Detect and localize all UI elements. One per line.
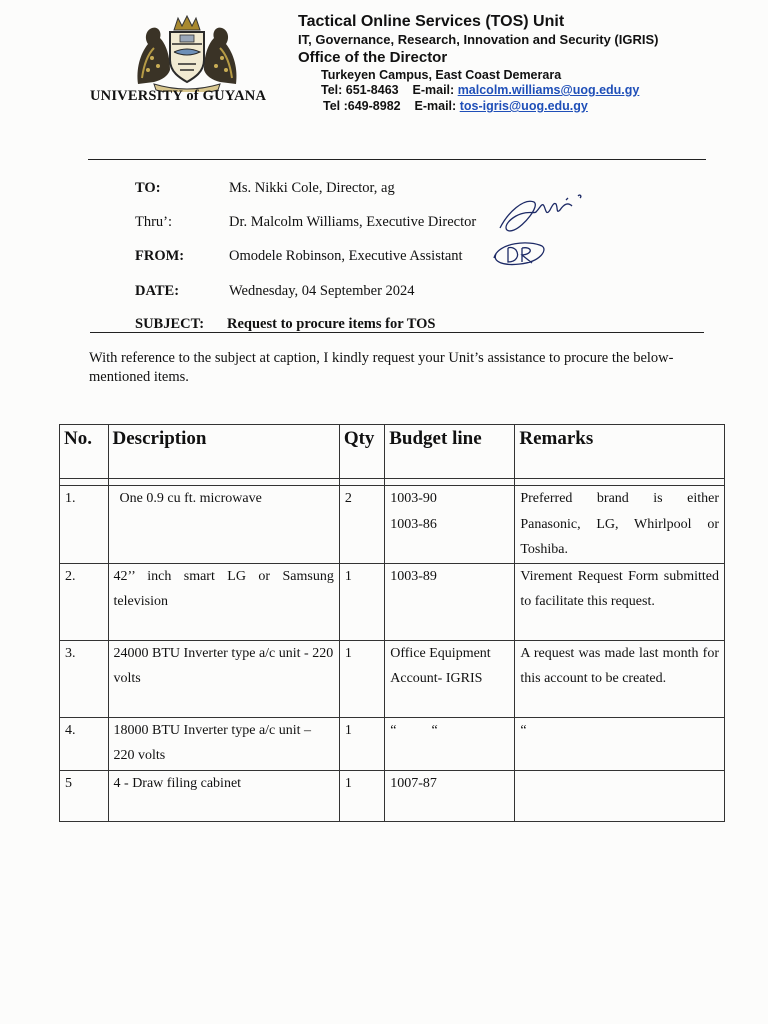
to-label: TO: xyxy=(135,180,161,196)
campus-address: Turkeyen Campus, East Coast Demerara xyxy=(321,68,562,82)
row-budget xyxy=(385,770,515,821)
row-description: One 0.9 cu ft. microwave xyxy=(108,486,339,564)
to-value: Ms. Nikki Cole, Director, ag xyxy=(229,180,395,196)
row-qty: 1 xyxy=(339,770,384,821)
row-remarks: “ xyxy=(515,717,725,770)
division-title: IT, Governance, Research, Innovation and Security (IGRIS) xyxy=(298,32,659,47)
budget-line: Office Equipment Account- IGRIS xyxy=(390,645,491,686)
subject-divider xyxy=(90,332,704,333)
row-no: 5 xyxy=(60,770,109,821)
header-budget-line: Budget line xyxy=(385,425,515,479)
row-qty: 1 xyxy=(339,717,384,770)
row-no: 1. xyxy=(60,486,109,564)
table-row xyxy=(60,640,725,717)
row-description: 18000 BTU Inverter type a/c unit – 220 volts xyxy=(108,717,339,770)
initials-signature xyxy=(490,236,548,275)
email-2-label: E-mail: xyxy=(414,99,457,113)
header-description: Description xyxy=(108,425,339,479)
university-name: UNIVERSITY of GUYANA xyxy=(90,88,267,104)
row-no: 2. xyxy=(60,563,109,640)
table-row xyxy=(60,770,725,821)
table-row xyxy=(60,486,725,564)
table-row xyxy=(60,717,725,770)
header-no: No. xyxy=(60,425,109,479)
thru-label: Thru’: xyxy=(135,214,173,230)
subject-label: SUBJECT: xyxy=(135,316,205,332)
contact-line-1 xyxy=(321,83,639,97)
row-remarks: Preferred brand is either Panasonic, LG, Whirlpool or Toshiba. xyxy=(515,486,725,564)
from-label: FROM: xyxy=(135,248,185,264)
row-description: 24000 BTU Inverter type a/c unit - 220 volts xyxy=(108,640,339,717)
spacer-cell xyxy=(108,479,339,486)
header-qty: Qty xyxy=(339,425,384,479)
table-header-row xyxy=(60,425,725,479)
spacer-cell xyxy=(385,479,515,486)
thru-value: Dr. Malcolm Williams, Executive Director xyxy=(229,214,477,230)
header-remarks: Remarks xyxy=(515,425,725,479)
budget-line: 1003-86 xyxy=(390,516,437,532)
row-budget xyxy=(385,486,515,564)
row-qty: 2 xyxy=(339,486,384,564)
budget-line: 1003-90 xyxy=(390,491,437,506)
row-no: 4. xyxy=(60,717,109,770)
unit-title: Tactical Online Services (TOS) Unit xyxy=(298,13,565,30)
row-remarks: Virement Request Form submitted to facilitate this request. xyxy=(515,563,725,640)
row-budget xyxy=(385,717,515,770)
row-qty: 1 xyxy=(339,563,384,640)
row-remarks: A request was made last month for this account to be created. xyxy=(515,640,725,717)
items-table xyxy=(59,424,725,822)
row-qty: 1 xyxy=(339,640,384,717)
email-2-link[interactable]: tos-igris@uog.edu.gy xyxy=(459,99,588,113)
office-title: Office of the Director xyxy=(298,49,448,66)
executive-director-signature xyxy=(494,192,584,241)
contact-line-2 xyxy=(323,99,588,113)
spacer-cell xyxy=(60,479,109,486)
subject-value: Request to procure items for TOS xyxy=(227,316,436,332)
row-description: 4 - Draw filing cabinet xyxy=(108,770,339,821)
phone-1: Tel: 651-8463 xyxy=(321,83,399,97)
table-spacer-row xyxy=(60,479,725,486)
budget-line: 1003-89 xyxy=(390,568,437,584)
row-description: 42’’ inch smart LG or Samsung television xyxy=(108,563,339,640)
header-divider xyxy=(88,159,706,160)
intro-paragraph: With reference to the subject at caption, I kindly request your Unit’s assistance to procure the below-mentioned items. xyxy=(89,350,674,385)
spacer-cell xyxy=(515,479,725,486)
from-value: Omodele Robinson, Executive Assistant xyxy=(229,248,463,264)
budget-line: 1007-87 xyxy=(390,775,437,791)
row-budget xyxy=(385,563,515,640)
row-remarks xyxy=(515,770,725,821)
row-budget xyxy=(385,640,515,717)
budget-line: “ “ xyxy=(390,722,438,738)
email-1-link[interactable]: malcolm.williams@uog.edu.gy xyxy=(457,83,640,97)
email-1-label: E-mail: xyxy=(412,83,455,97)
date-label: DATE: xyxy=(135,283,180,299)
spacer-cell xyxy=(339,479,384,486)
university-crest-logo xyxy=(132,14,242,92)
phone-2: Tel :649-8982 xyxy=(323,99,401,113)
table-row xyxy=(60,563,725,640)
date-value: Wednesday, 04 September 2024 xyxy=(229,283,415,299)
row-no: 3. xyxy=(60,640,109,717)
